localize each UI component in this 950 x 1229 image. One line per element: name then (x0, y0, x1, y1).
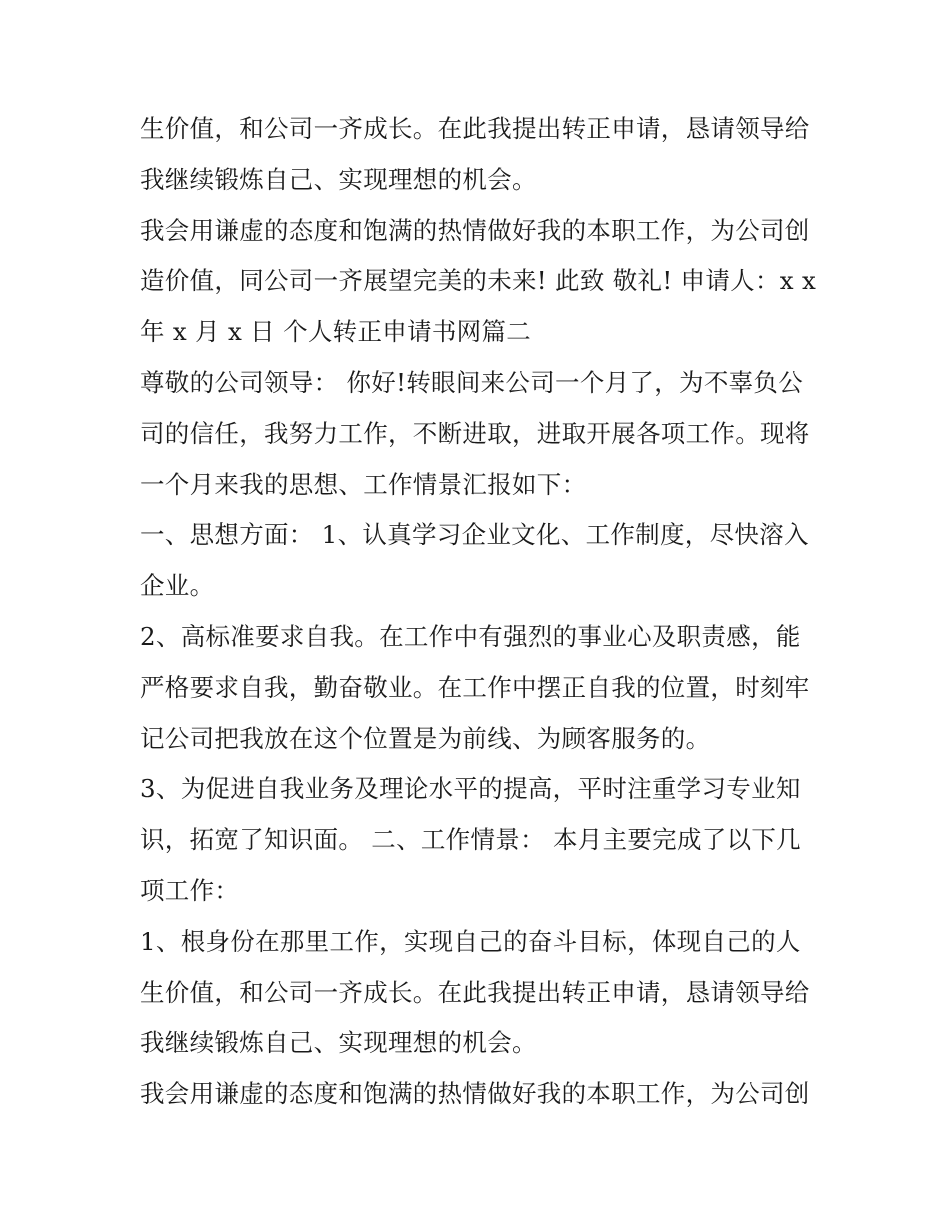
text-line: 我会用谦虚的态度和饱满的热情做好我的本职工作，为公司创 (140, 215, 810, 245)
text-line: 1、根身份在那里工作，实现自己的奋斗目标，体现自己的人 (140, 926, 801, 956)
text-line: 我继续锻炼自己、实现理想的机会。 (140, 1028, 537, 1058)
text-line: 项工作： (140, 875, 240, 905)
text-line: 严格要求自我，勤奋敬业。在工作中摆正自我的位置，时刻牢 (140, 672, 810, 702)
text-line: 生价值，和公司一齐成长。在此我提出转正申请，恳请领导给 (140, 114, 810, 143)
text-line: 生价值，和公司一齐成长。在此我提出转正申请，恳请领导给 (140, 977, 810, 1007)
text-line: 造价值，同公司一齐展望完美的未来! 此致 敬礼! 申请人：x x (140, 266, 817, 296)
text-line: 我会用谦虚的态度和饱满的热情做好我的本职工作，为公司创 (140, 1079, 810, 1109)
text-line: 企业。 (140, 571, 215, 601)
document-body (140, 104, 820, 1120)
text-line: 我继续锻炼自己、实现理想的机会。 (140, 164, 537, 194)
text-line: 识，拓宽了知识面。 二、工作情景： 本月主要完成了以下几 (140, 825, 801, 855)
text-line: 2、高标准要求自我。在工作中有强烈的事业心及职责感，能 (140, 621, 801, 651)
text-line: 一、思想方面： 1、认真学习企业文化、工作制度，尽快溶入 (140, 520, 809, 550)
text-line: 3、为促进自我业务及理论水平的提高，平时注重学习专业知 (140, 774, 801, 804)
text-line: 司的信任，我努力工作，不断进取，进取开展各项工作。现将 (140, 418, 810, 448)
text-line: 年 x 月 x 日 个人转正申请书网篇二 (140, 317, 532, 347)
text-line: 尊敬的公司领导： 你好!转眼间来公司一个月了，为不辜负公 (140, 367, 804, 397)
text-line: 一个月来我的思想、工作情景汇报如下： (140, 469, 587, 499)
text-line: 记公司把我放在这个位置是为前线、为顾客服务的。 (140, 723, 711, 753)
